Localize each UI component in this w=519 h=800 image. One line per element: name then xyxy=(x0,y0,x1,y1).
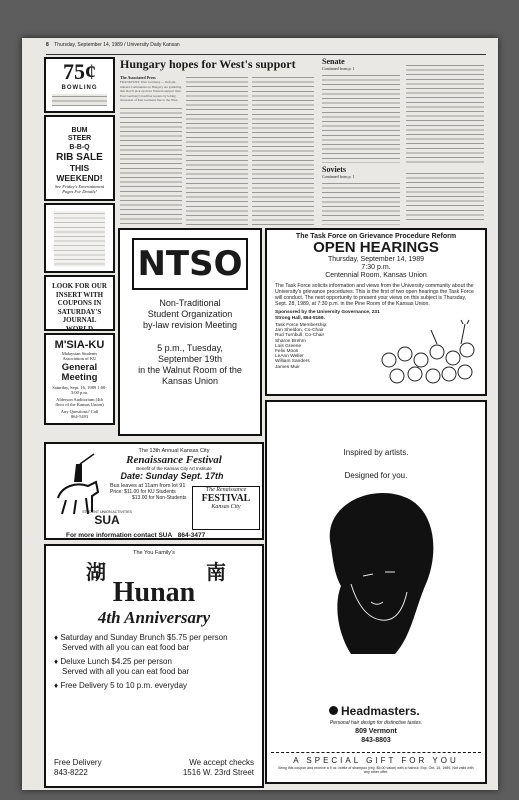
hungary-lead: FRANKFURT, West Germany — Reform-minded Communists in Hungary are gambling that they'll pick up more Western support than East Germany's hardline leaders by letting thousands of East Germans flee to the West. xyxy=(120,80,182,103)
soviets-continued: Continued from p. 1 xyxy=(322,174,355,179)
hunan-ad xyxy=(44,544,264,788)
chinese-char-right: 南 xyxy=(206,562,226,584)
gift-fine-print: Bring this coupon and receive a 9 oz. bottle of shampoo (reg. $5.00 value) with a haircut. Exp. Oct. 15, 1989. Not valid with any other offer. xyxy=(278,766,474,775)
hunan-name: Hunan xyxy=(112,577,196,608)
ntso-when2: September 19th xyxy=(157,354,223,364)
festival-info-text: For more information contact SUA xyxy=(66,532,172,539)
hunan-checks: We accept checks xyxy=(189,758,254,767)
member-item: Rud Turnbull, Co-Chair xyxy=(275,333,325,339)
headmasters-name xyxy=(329,704,420,718)
headmasters-ad xyxy=(265,400,487,784)
bumsteer-line4: RIB SALE xyxy=(56,152,103,163)
festival-ad xyxy=(44,442,264,540)
bumsteer-line3: B-B-Q xyxy=(69,144,90,151)
festival-phone: 864-3477 xyxy=(177,532,206,539)
member-item: Jan Sheldon, Co-Chair xyxy=(275,328,324,334)
msiaku-ad xyxy=(44,333,115,425)
bowling-word: BOWLING xyxy=(61,85,98,91)
hunan-delivery: Free Delivery xyxy=(54,758,102,767)
festival-price1: Price: $11.00 for KU Students xyxy=(110,489,176,495)
soviets-story xyxy=(322,165,486,227)
hunan-item3 xyxy=(54,681,254,691)
hearings-members-title: Task Force Membership: xyxy=(275,323,328,329)
bullet-icon: ♦ xyxy=(54,681,61,690)
senate-continued: Continued from p. 1 xyxy=(322,66,355,71)
bum-steer-ad xyxy=(44,115,115,201)
msiaku-call: Any Questions? Call 864-5493 xyxy=(60,409,99,419)
senate-story xyxy=(322,57,486,165)
msiaku-place: Alderson Auditorium (4th floor of the Kansas Union) xyxy=(55,397,104,407)
headmasters-wordmark: Headmasters. xyxy=(341,704,420,718)
hunan-footer xyxy=(54,758,254,778)
hunan-item1 xyxy=(54,633,254,643)
knight-on-horse-illustration xyxy=(52,452,102,516)
msiaku-name: M'SIA-KU xyxy=(54,339,105,351)
senate-headline: Senate xyxy=(322,57,345,66)
hunan-address: 1516 W. 23rd Street xyxy=(182,768,254,777)
gift-title: A SPECIAL GIFT FOR YOU xyxy=(293,756,459,765)
bowling-ad xyxy=(44,57,115,113)
left-ad-strip xyxy=(44,57,115,425)
crowd-illustration xyxy=(375,316,479,388)
headmasters-designed: Designed for you. xyxy=(344,471,408,480)
gift-coupon xyxy=(271,752,481,781)
festival-sign-line2: FESTIVAL xyxy=(201,493,251,504)
hunan-item1-sub: Served with all you can eat food bar xyxy=(62,643,190,652)
ntso-line3: by-law revision Meeting xyxy=(142,320,238,330)
festival-price2: $13.00 for Non-Students xyxy=(132,495,187,501)
bumsteer-line2: STEER xyxy=(67,135,92,142)
member-item: Lois Greene xyxy=(275,343,302,349)
hearings-place: Centennial Room, Kansas Union xyxy=(325,272,427,279)
msiaku-org: Malaysian Students Association of KU xyxy=(61,351,98,361)
chinese-char-left: 湖 xyxy=(86,562,106,584)
hunan-phone: 843-8222 xyxy=(54,768,88,777)
member-item: Felix Moos xyxy=(275,349,299,354)
sua-strip xyxy=(62,510,152,527)
ntso-where1: in the Walnut Room of the xyxy=(138,365,242,375)
festival-bus: Bus leaves at 11am from lot 91 xyxy=(110,483,186,489)
hunan-item2-text: Deluxe Lunch $4.25 per person xyxy=(60,657,172,666)
bullet-icon: ♦ xyxy=(54,633,61,642)
ntso-line2: Student Organization xyxy=(147,309,233,319)
insert-ad xyxy=(44,275,115,331)
bullet-icon: ♦ xyxy=(54,657,61,666)
soviets-headline: Soviets xyxy=(322,165,346,174)
hunan-item2-sub: Served with all you can eat food bar xyxy=(62,667,190,676)
hunan-anniversary: 4th Anniversary xyxy=(97,608,211,627)
hearings-date: Thursday, September 14, 1989 xyxy=(328,256,424,263)
sua-logo: SUA xyxy=(94,513,120,527)
member-item: LeAnn Weller xyxy=(275,354,304,360)
bumsteer-line6: See Friday's Entertainment Pages For Details! xyxy=(54,184,105,194)
hunan-item2 xyxy=(54,657,254,667)
festival-top: The 13th Annual Kansas City xyxy=(138,448,210,454)
hunan-item3-text: Free Delivery 5 to 10 p.m. everyday xyxy=(60,681,188,690)
bowling-price: 75¢ xyxy=(63,59,96,84)
headmasters-phone: 843-8803 xyxy=(361,737,391,744)
bumsteer-line1: BUM xyxy=(71,127,88,134)
msiaku-title: General Meeting xyxy=(61,362,98,383)
hearings-body: The Task Force solicits information and views from the University community about the University's grievance procedures. This is the first of two open hearings the Task Force will conduct. The next opportunity to present your views on this subject is Thursday, Sept. 28, 1989, at 7:30 p.m. in the Pine Room of the Kansas Union. xyxy=(275,283,474,307)
festival-sign-line1: The Renaissance xyxy=(205,487,247,493)
headmasters-logo-icon xyxy=(329,706,338,715)
ntso-logo: NTSO xyxy=(132,238,248,290)
ntso-where2: Kansas Union xyxy=(161,376,219,386)
headmasters-address: 809 Vermont xyxy=(355,728,397,735)
hungary-headline: Hungary hopes for West's support xyxy=(120,57,296,71)
msiaku-date: Saturday, Sept. 16, 1989 1:00-3:00 p.m. xyxy=(52,385,107,395)
member-item: William Sanders xyxy=(275,359,310,365)
woman-portrait xyxy=(311,486,441,656)
hungary-byline: The Associated Press xyxy=(120,75,156,80)
page-number: 8 xyxy=(46,42,49,48)
ntso-when1: 5 p.m., Tuesday, xyxy=(157,343,223,353)
festival-sign xyxy=(192,486,260,530)
ntso-line1: Non-Traditional xyxy=(159,298,221,308)
hunan-top: The You Family's xyxy=(133,550,175,556)
task-force-ad xyxy=(265,228,487,396)
folio: Thursday, September 14, 1989 / University Daily Kansan xyxy=(54,42,180,48)
festival-host: Benefit of the Kansas City Art Institute xyxy=(136,466,212,471)
hunan-menu xyxy=(46,627,262,691)
insert-text: LOOK FOR OUR INSERT WITH COUPONS IN SATURDAY'S JOURNAL WORLD xyxy=(52,282,107,333)
hearings-time: 7:30 p.m. xyxy=(361,264,391,271)
festival-info xyxy=(66,532,205,539)
member-item: Sharon Brehm xyxy=(275,338,306,344)
hunan-item1-text: Saturday and Sunday Brunch $5.75 per person xyxy=(60,633,228,642)
bumsteer-line5: THIS WEEKEND! xyxy=(56,163,103,183)
page-header xyxy=(46,42,486,55)
festival-date: Date: Sunday Sept. 17th xyxy=(120,471,224,481)
hearings-sponsor: Sponsored by the University Governance, 231 Strong Hall, 864-5169. xyxy=(275,310,380,321)
hearings-title: OPEN HEARINGS xyxy=(313,239,439,256)
festival-name: Renaissance Festival xyxy=(126,454,222,466)
sua-full-name: STUDENT UNION ACTIVITIES xyxy=(82,510,132,514)
cornucopia-ad xyxy=(44,203,115,273)
headmasters-tag: Personal hair design for distinctive tastes. xyxy=(329,720,423,726)
festival-sign-line3: Kansas City xyxy=(211,504,241,510)
hearings-top: The Task Force on Grievance Procedure Reform xyxy=(295,233,457,240)
member-item: James Muir xyxy=(275,364,300,370)
chinese-characters xyxy=(86,556,226,584)
headmasters-inspired: Inspired by artists. xyxy=(343,448,409,457)
ntso-ad xyxy=(118,228,262,436)
hungary-story xyxy=(116,57,316,225)
